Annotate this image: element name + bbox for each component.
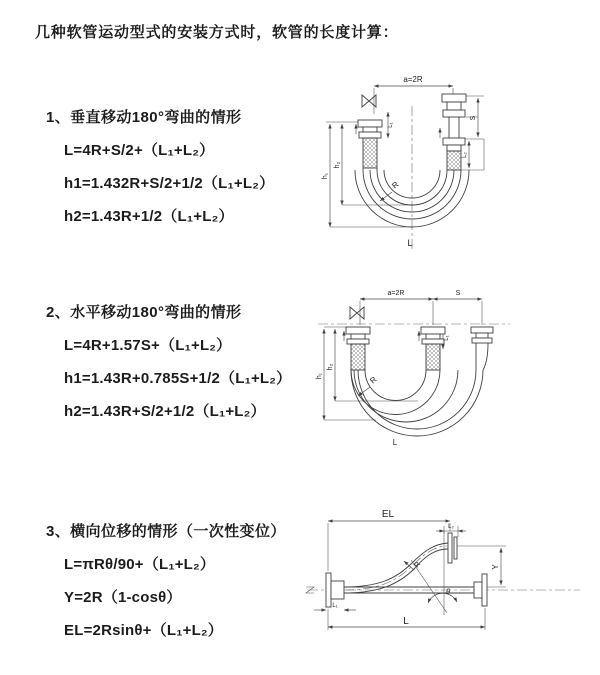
page-title: 几种软管运动型式的安装方式时，软管的长度计算： (35, 24, 399, 41)
left-flange (326, 573, 344, 607)
dim-label-el: EL (381, 509, 395, 520)
diagram-lateral-displacement (298, 503, 598, 648)
dim-label-h1: h₁ (322, 172, 329, 180)
dim-label-h1: h₁ (316, 372, 323, 380)
section-vertical-180 (46, 106, 274, 226)
formula-line: EL=2Rsinθ+（L₁+L₂） (64, 622, 223, 639)
radius-label: R (413, 560, 423, 570)
dim-label-l1: L₁ (444, 335, 450, 341)
radius-label: R (390, 179, 401, 191)
radius-label: R (368, 374, 379, 386)
formula-line: h2=1.43R+S/2+1/2（L₁+L₂） (64, 403, 266, 420)
formula-line: L=πRθ/90+（L₁+L₂） (64, 556, 216, 573)
diagram-horizontal-180-bend (310, 283, 590, 455)
upper-flange-displaced (448, 533, 457, 563)
dim-label-y: Y (491, 564, 500, 570)
right-flange-straight (474, 574, 487, 606)
angle-label: θ (446, 589, 450, 596)
length-label: L (403, 616, 409, 627)
dimension-lines (314, 521, 506, 630)
section-heading: 1、垂直移动180°弯曲的情形 (46, 109, 242, 126)
section-heading: 2、水平移动180°弯曲的情形 (46, 304, 242, 321)
section-horizontal-180 (46, 301, 291, 421)
dim-label-l2: L₂ (448, 524, 454, 530)
section-heading: 3、横向位移的情形（一次性变位） (46, 523, 286, 540)
formula-line: Y=2R（1-cosθ） (64, 589, 182, 606)
diagram-labels (332, 509, 500, 627)
formula-line: h2=1.43R+1/2（L₁+L₂） (64, 208, 234, 225)
formula-line: h1=1.43R+0.785S+1/2（L₁+L₂） (64, 370, 292, 387)
dim-label-l1: L₁ (332, 603, 338, 609)
length-label: L (407, 238, 413, 248)
left-flange (358, 120, 382, 168)
dim-label-h2: h₂ (327, 363, 334, 371)
formula-line: L=4R+1.57S+（L₁+L₂） (64, 337, 232, 354)
section-lateral-displacement (46, 520, 286, 640)
dimension-lines (324, 299, 482, 420)
length-label: L (392, 438, 398, 447)
formula-line: h1=1.432R+S/2+1/2（L₁+L₂） (64, 175, 275, 192)
dim-label-a2r: a=2R (403, 75, 423, 84)
dim-label-l2: L₂ (462, 152, 468, 158)
right-flange-upper (442, 94, 466, 138)
right-flange (471, 327, 493, 370)
middle-flange (421, 327, 445, 370)
valve-icon (350, 307, 364, 319)
dim-label-l1: L₁ (388, 122, 394, 128)
dim-label-s: S (470, 115, 477, 121)
formula-line: L=4R+S/2+（L₁+L₂） (64, 142, 215, 159)
diagram-vertical-180-bend (312, 70, 592, 258)
curved-hose (344, 543, 448, 593)
dim-label-a2r: a=2R (387, 290, 405, 297)
left-flange (346, 327, 370, 370)
dim-label-s: S (455, 290, 461, 297)
dim-label-h2: h₂ (334, 161, 341, 169)
